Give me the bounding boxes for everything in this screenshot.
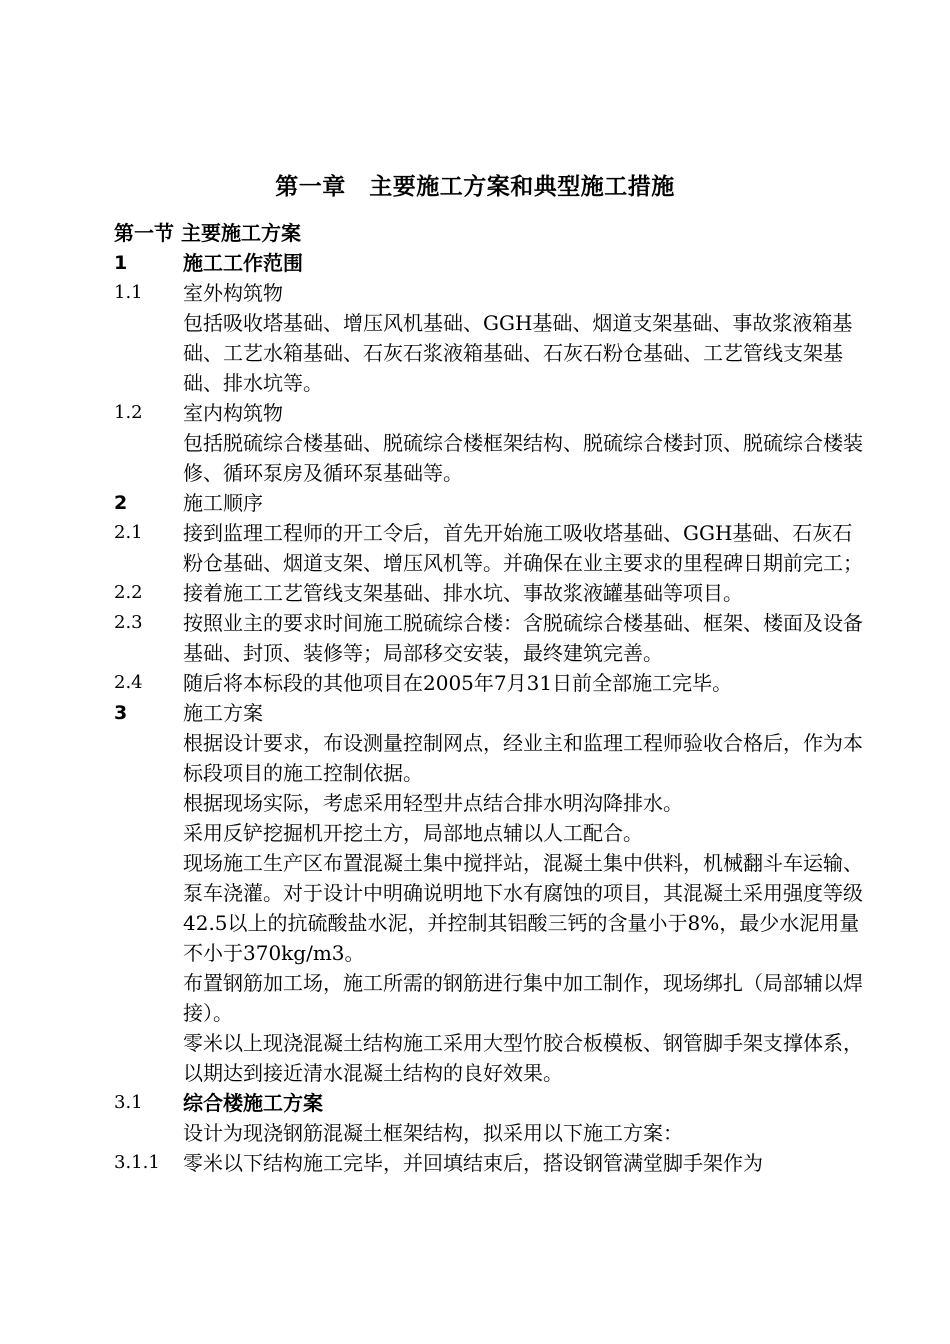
list-item bbox=[114, 398, 864, 428]
item-text: 包括吸收塔基础、增压风机基础、GGH基础、烟道支架基础、事故浆液箱基础、工艺水箱基础、石灰石浆液箱基础、石灰石粉仓基础、工艺管线支架基础、排水坑等。 bbox=[183, 311, 853, 395]
item-text: 接着施工工艺管线支架基础、排水坑、事故浆液罐基础等项目。 bbox=[183, 581, 743, 605]
item-text: 包括脱硫综合楼基础、脱硫综合楼框架结构、脱硫综合楼封顶、脱硫综合楼装修、循环泵房及循环泵基础等。 bbox=[183, 431, 863, 485]
item-number: 2.2 bbox=[114, 582, 143, 603]
item-number: 2.1 bbox=[114, 522, 143, 543]
item-text: 按照业主的要求时间施工脱硫综合楼：含脱硫综合楼基础、框架、楼面及设备基础、封顶、装修等；局部移交安装，最终建筑完善。 bbox=[183, 611, 863, 665]
item-number: 2.3 bbox=[114, 612, 143, 633]
item-number: 2 bbox=[114, 492, 128, 514]
heading-text: 综合楼施工方案 bbox=[183, 1091, 323, 1115]
item-number: 3.1.1 bbox=[114, 1152, 160, 1173]
paragraph bbox=[114, 1028, 864, 1088]
item-number: 1.2 bbox=[114, 402, 143, 423]
item-text: 随后将本标段的其他项目在2005年7月31日前全部施工完毕。 bbox=[183, 671, 733, 695]
item-text: 接到监理工程师的开工令后，首先开始施工吸收塔基础、GGH基础、石灰石粉仓基础、烟道支架、增压风机等。并确保在业主要求的里程碑日期前完工； bbox=[183, 521, 863, 575]
item-text: 室外构筑物 bbox=[183, 281, 283, 305]
item-number: 3 bbox=[114, 702, 128, 724]
item-text: 根据设计要求，布设测量控制网点，经业主和监理工程师验收合格后，作为本标段项目的施工控制依据。 bbox=[183, 731, 863, 785]
paragraph bbox=[114, 848, 864, 968]
document-body bbox=[114, 248, 864, 1178]
paragraph bbox=[114, 308, 864, 398]
item-text: 设计为现浇钢筋混凝土框架结构，拟采用以下施工方案： bbox=[183, 1121, 683, 1145]
item-number: 1.1 bbox=[114, 282, 143, 303]
list-item bbox=[114, 518, 864, 578]
item-text: 布置钢筋加工场，施工所需的钢筋进行集中加工制作，现场绑扎（局部辅以焊接）。 bbox=[183, 971, 863, 1025]
list-item bbox=[114, 1148, 864, 1178]
paragraph bbox=[114, 728, 864, 788]
paragraph bbox=[114, 428, 864, 488]
list-item bbox=[114, 278, 864, 308]
list-item bbox=[114, 1088, 864, 1118]
paragraph bbox=[114, 818, 864, 848]
chapter-title: 第一章 主要施工方案和典型施工措施 bbox=[275, 174, 675, 200]
item-text: 现场施工生产区布置混凝土集中搅拌站，混凝土集中供料，机械翻斗车运输、泵车浇灌。对于设计中明确说明地下水有腐蚀的项目，其混凝土采用强度等级42.5以上的抗硫酸盐水泥，并控制其铝酸三钙的含量小于8%，最少水泥用量不小于370kg/m3。 bbox=[183, 851, 863, 965]
list-item bbox=[114, 488, 864, 518]
list-item bbox=[114, 578, 864, 608]
item-text: 零米以下结构施工完毕，并回填结束后，搭设钢管满堂脚手架作为 bbox=[183, 1151, 763, 1175]
paragraph bbox=[114, 968, 864, 1028]
section-title: 第一节 主要施工方案 bbox=[114, 221, 301, 245]
paragraph bbox=[114, 1118, 864, 1148]
item-number: 3.1 bbox=[114, 1092, 143, 1113]
item-text: 零米以上现浇混凝土结构施工采用大型竹胶合板模板、钢管脚手架支撑体系，以期达到接近清水混凝土结构的良好效果。 bbox=[183, 1031, 863, 1085]
list-item bbox=[114, 248, 864, 278]
item-text: 根据现场实际，考虑采用轻型井点结合排水明沟降排水。 bbox=[183, 791, 683, 815]
paragraph bbox=[114, 788, 864, 818]
list-item bbox=[114, 668, 864, 698]
list-item bbox=[114, 608, 864, 668]
item-text: 施工方案 bbox=[183, 701, 263, 725]
item-text: 室内构筑物 bbox=[183, 401, 283, 425]
heading-text: 施工工作范围 bbox=[183, 251, 303, 275]
item-text: 采用反铲挖掘机开挖土方，局部地点辅以人工配合。 bbox=[183, 821, 643, 845]
item-text: 施工顺序 bbox=[183, 491, 263, 515]
item-number: 1 bbox=[114, 252, 128, 274]
item-number: 2.4 bbox=[114, 672, 143, 693]
list-item bbox=[114, 698, 864, 728]
